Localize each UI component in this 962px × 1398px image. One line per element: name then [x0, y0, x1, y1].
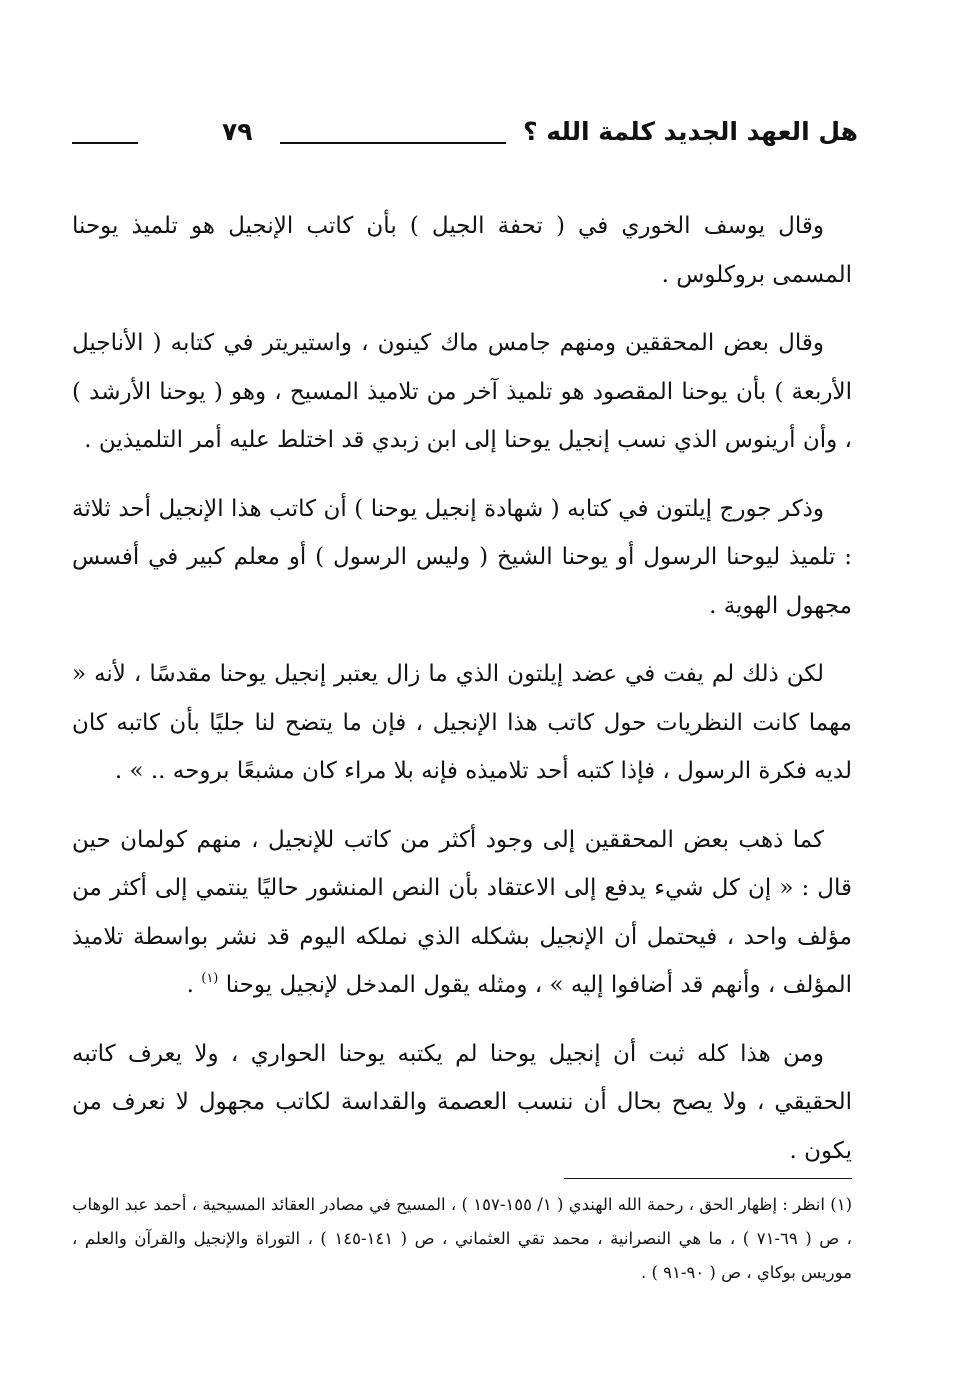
footnote-text: (١) انظر : إظهار الحق ، رحمة الله الهندي ( ١/ ١٥٥-١٥٧ ) ، المسيح في مصادر العقائد المسيحية ، أحمد عبد الوهاب ، ص ( ٦٩-٧١ ) ، ما هي النصرانية ، محمد تقي العثماني ، ص ( ١٤١-١٤٥ ) ، التوراة والإنجيل والقرآن والعلم ، موريس بوكاي ، ص ( ٩٠-٩١ ) .	[72, 1195, 852, 1282]
paragraph-1: وقال يوسف الخوري في ( تحفة الجيل ) بأن كاتب الإنجيل هو تلميذ يوحنا المسمى بروكلوس .	[72, 213, 852, 288]
footnote	[72, 1188, 852, 1290]
main-text	[72, 202, 852, 1195]
paragraph-5-text: كما ذهب بعض المحققين إلى وجود أكثر من كاتب للإنجيل ، منهم كولمان حين قال : « إن كل شيء يدفع إلى الاعتقاد بأن النص المنشور حاليًا ينتمي إلى أكثر من مؤلف واحد ، فيحتمل أن الإنجيل بشكله الذي نملكه اليوم قد نشر بواسطة تلاميذ المؤلف ، وأنهم قد أضافوا إليه » ، ومثله يقول المدخل لإنجيل يوحنا	[72, 826, 852, 998]
footnote-marker[interactable]: (١)	[201, 971, 219, 986]
paragraph-2: وقال بعض المحققين ومنهم جامس ماك كينون ، واستيريتر في كتابه ( الأناجيل الأربعة ) بأن يوحنا المقصود هو تلميذ آخر من تلاميذ المسيح ، وهو ( يوحنا الأرشد ) ، وأن أرينوس الذي نسب إنجيل يوحنا إلى ابن زبدي قد اختلط عليه أمر التلميذين .	[72, 330, 852, 453]
running-header	[72, 112, 858, 156]
paragraph-6: ومن هذا كله ثبت أن إنجيل يوحنا لم يكتبه يوحنا الحواري ، ولا يعرف كاتبه الحقيقي ، ولا يصح بحال أن ننسب العصمة والقداسة لكاتب مجهول لا نعرف من يكون .	[72, 1040, 852, 1164]
paragraph-4: لكن ذلك لم يفت في عضد إيلتون الذي ما زال يعتبر إنجيل يوحنا مقدسًا ، لأنه « مهما كانت النظريات حول كاتب هذا الإنجيل ، فإن ما يتضح لنا جليًا بأن كاتبه كان لديه فكرة الرسول ، فإذا كتبه أحد تلاميذه فإنه بلا مراء كان مشبعًا بروحه .. » .	[72, 661, 852, 784]
footnote-separator	[564, 1178, 852, 1179]
page-number: ٧٩	[222, 117, 253, 146]
paragraph-5-end: .	[186, 972, 202, 998]
header-rule-end	[72, 142, 138, 144]
header-rule	[280, 142, 506, 144]
header-title: هل العهد الجديد كلمة الله ؟	[523, 117, 858, 146]
paragraph-5	[72, 816, 852, 1010]
paragraph-3: وذكر جورج إيلتون في كتابه ( شهادة إنجيل يوحنا ) أن كاتب هذا الإنجيل أحد ثلاثة : تلميذ ليوحنا الرسول أو يوحنا الشيخ ( وليس الرسول ) أو معلم كبير في أفسس مجهول الهوية .	[72, 495, 852, 619]
